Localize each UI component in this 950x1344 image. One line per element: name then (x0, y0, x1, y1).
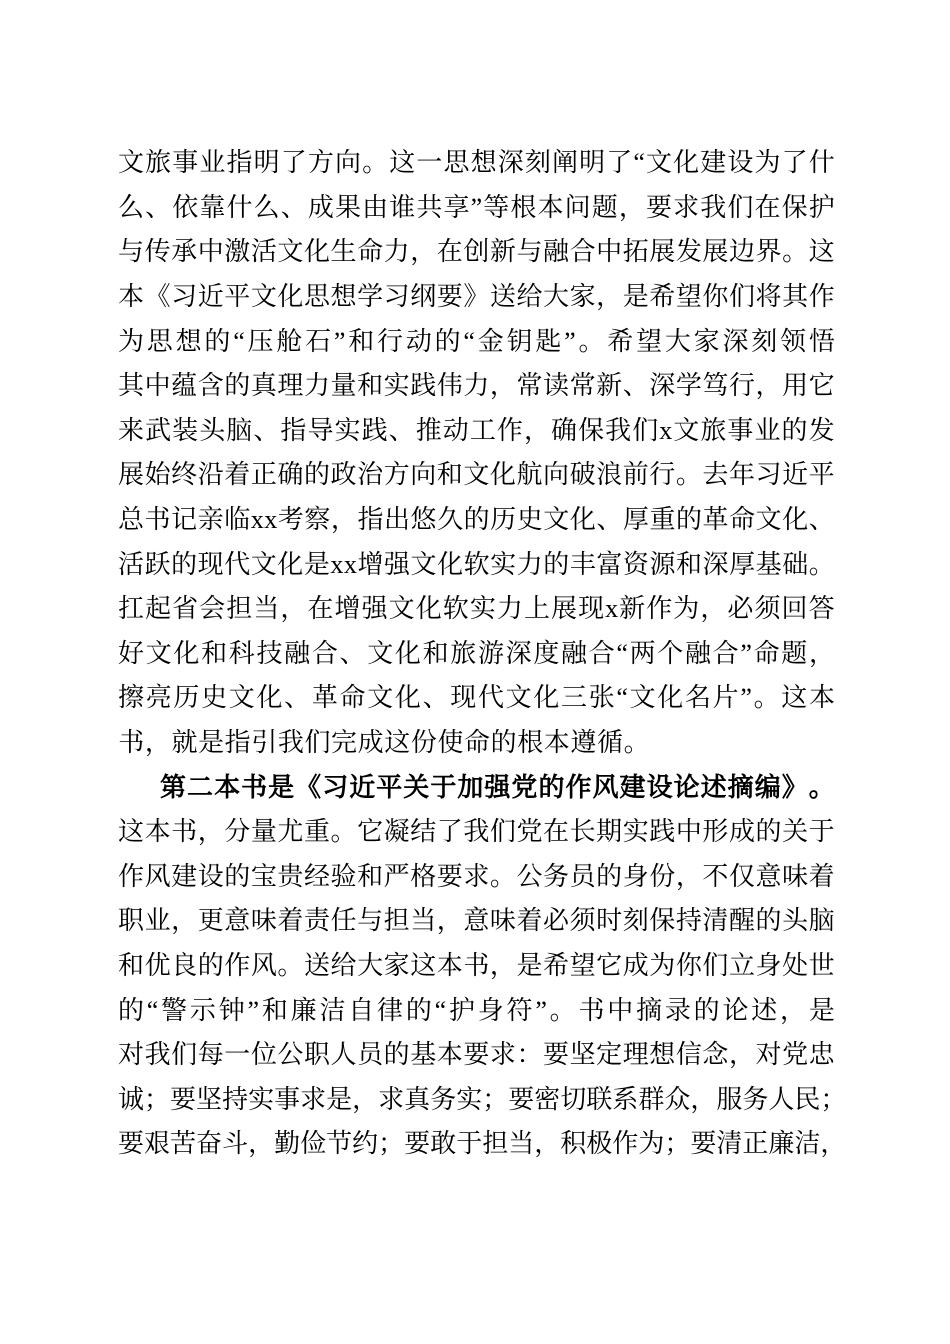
text-line: 对 我 们 每 一 位 公 职 人 员 的 基 本 要 求 ： 要 坚 定 理 想 信 念 ， 对 党 忠 (118, 1040, 835, 1070)
text-line: 为 思 想 的 “ 压 舱 石 ” 和 行 动 的 “ 金 钥 匙 ” 。 希 望 大 家 深 刻 领 悟 (118, 326, 835, 356)
text-line: 诚 ； 要 坚 持 实 事 求 是 ， 求 真 务 实 ； 要 密 切 联 系 群 众 ， 服 务 人 民 ； (118, 1084, 847, 1114)
text-line: 总 书 记 亲 临 x x 考 察 ， 指 出 悠 久 的 历 史 文 化 、 厚 重 的 革 命 文 化 、 (118, 505, 835, 535)
text-line: 作 风 建 设 的 宝 贵 经 验 和 严 格 要 求 。 公 务 员 的 身 份 ， 不 仅 意 味 着 (118, 861, 835, 891)
text-line: 展 始 终 沿 着 正 确 的 政 治 方 向 和 文 化 航 向 破 浪 前 行 。 去 年 习 近 平 (118, 460, 835, 490)
text-line: 书 ， 就 是 指 引 我 们 完 成 这 份 使 命 的 根 本 遵 循 。 (118, 728, 650, 758)
text-block (118, 141, 847, 1167)
text-line: 活 跃 的 现 代 文 化 是 x x 增 强 文 化 软 实 力 的 丰 富 资 源 和 深 厚 基 础 。 (118, 549, 835, 579)
text-line: 擦 亮 历 史 文 化 、 革 命 文 化 、 现 代 文 化 三 张 “ 文 化 名 片 ” 。 这 本 (118, 683, 835, 713)
text-line: 本 《 习 近 平 文 化 思 想 学 习 纲 要 》 送 给 大 家 ， 是 希 望 你 们 将 其 作 (118, 282, 835, 312)
text-line: 与 传 承 中 激 活 文 化 生 命 力 ， 在 创 新 与 融 合 中 拓 展 发 展 边 界 。 这 (118, 237, 835, 267)
text-line: 职 业 ， 更 意 味 着 责 任 与 担 当 ， 意 味 着 必 须 时 刻 保 持 清 醒 的 头 脑 (118, 906, 835, 936)
text-line: 扛 起 省 会 担 当 ， 在 增 强 文 化 软 实 力 上 展 现 x 新 作 为 ， 必 须 回 答 (118, 594, 835, 624)
text-line: 第 二 本 书 是 《 习 近 平 关 于 加 强 党 的 作 风 建 设 论 述 摘 编 》 。 (160, 772, 835, 802)
text-line: 和 优 良 的 作 风 。 送 给 大 家 这 本 书 ， 是 希 望 它 成 为 你 们 立 身 处 世 (118, 950, 835, 980)
text-line: 要 艰 苦 奋 斗 ， 勤 俭 节 约 ； 要 敢 于 担 当 ， 积 极 作 为 ； 要 清 正 廉 洁 ， (118, 1129, 847, 1159)
text-line: 文 旅 事 业 指 明 了 方 向 。 这 一 思 想 深 刻 阐 明 了 “ 文 化 建 设 为 了 什 (118, 148, 835, 178)
text-line: 来 武 装 头 脑 、 指 导 实 践 、 推 动 工 作 ， 确 保 我 们 x 文 旅 事 业 的 发 (118, 415, 835, 445)
text-line: 这 本 书 ， 分 量 尤 重 。 它 凝 结 了 我 们 党 在 长 期 实 践 中 形 成 的 关 于 (118, 817, 835, 847)
text-line: 其 中 蕴 含 的 真 理 力 量 和 实 践 伟 力 ， 常 读 常 新 、 深 学 笃 行 ， 用 它 (118, 371, 835, 401)
text-line: 么 、 依 靠 什 么 、 成 果 由 谁 共 享 ” 等 根 本 问 题 ， 要 求 我 们 在 保 护 (118, 192, 835, 222)
text-line: 的 “ 警 示 钟 ” 和 廉 洁 自 律 的 “ 护 身 符 ” 。 书 中 摘 录 的 论 述 ， 是 (118, 995, 835, 1025)
text-line: 好 文 化 和 科 技 融 合 、 文 化 和 旅 游 深 度 融 合 “ 两 个 融 合 ” 命 题 ， (118, 638, 835, 668)
